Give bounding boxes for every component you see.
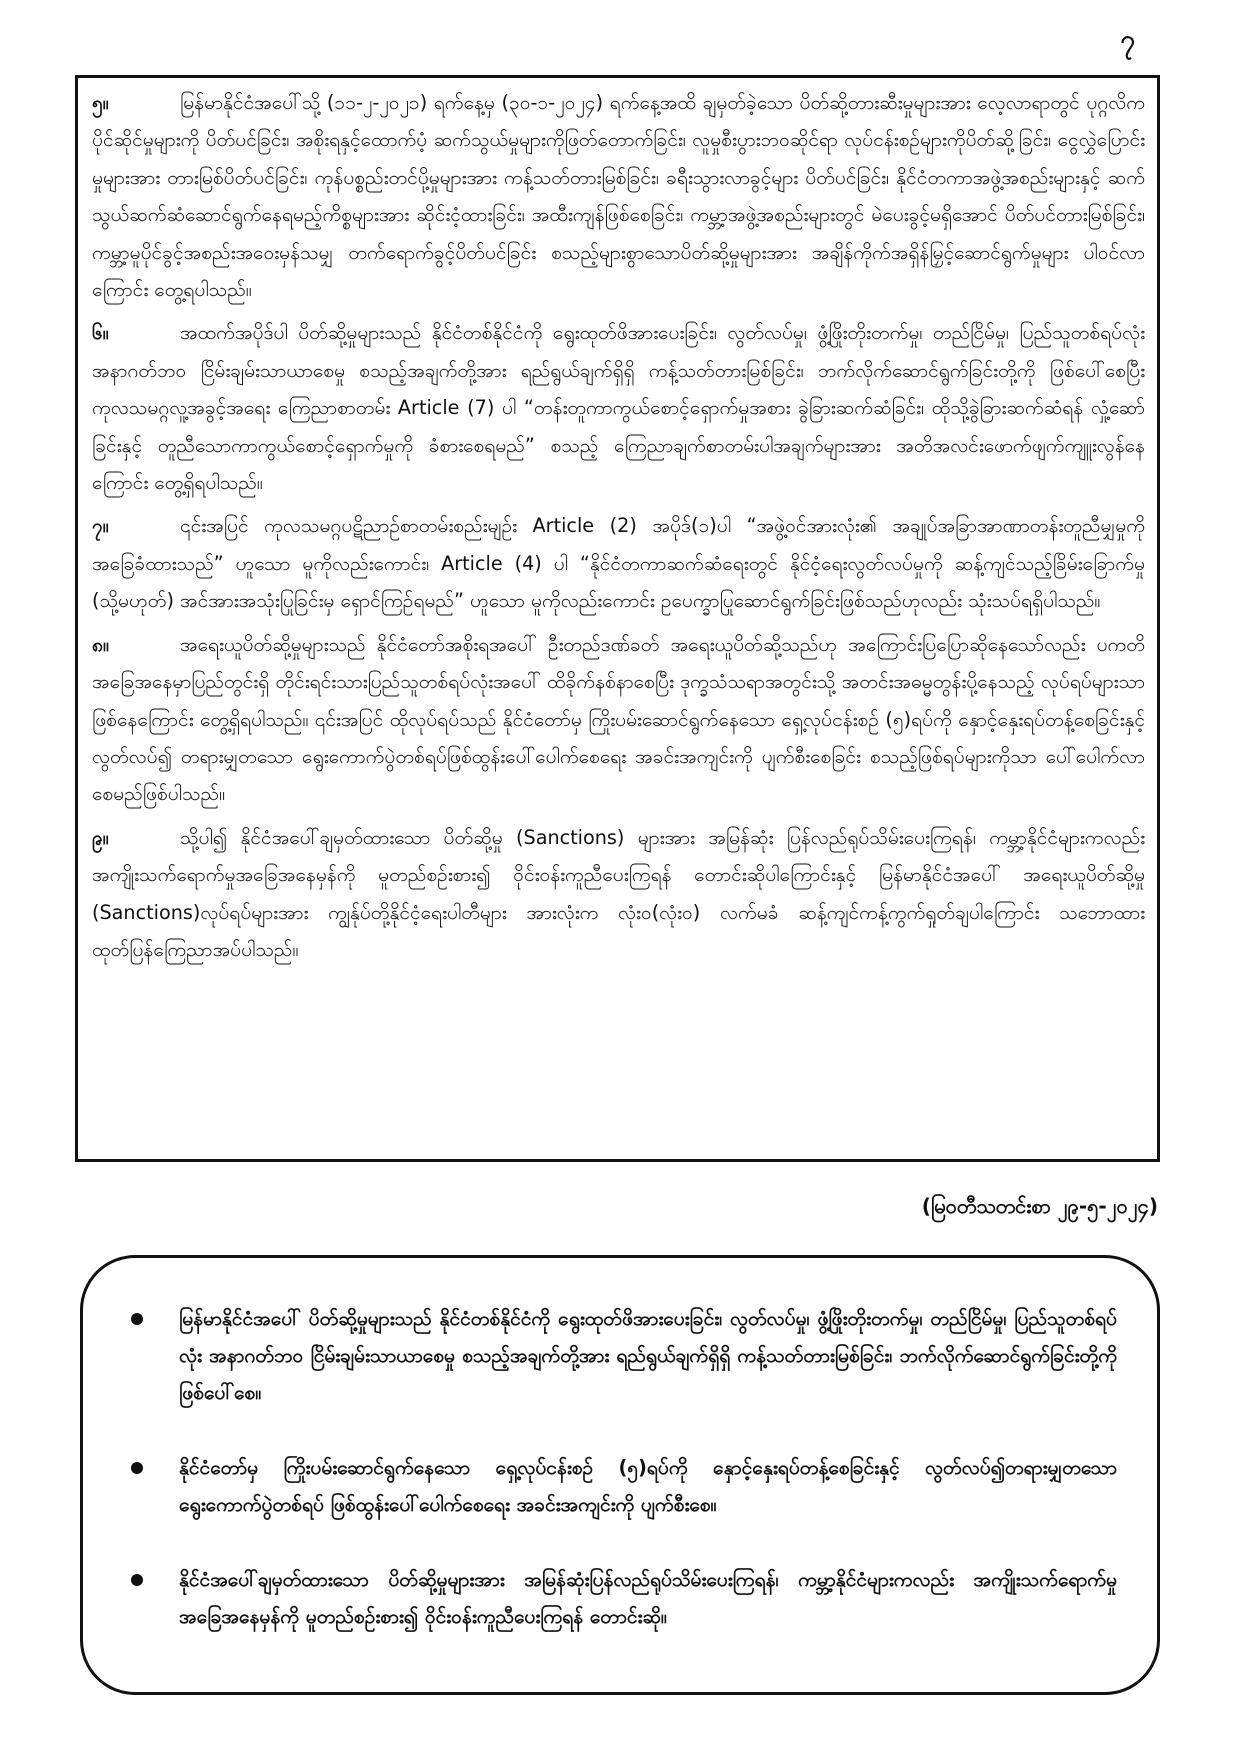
summary-bullet bbox=[131, 1300, 1117, 1411]
paragraph-number: ၅။ bbox=[92, 91, 109, 114]
paragraph-text: မြန်မာနိုင်ငံအပေါ်သို့ (၁၁-၂-၂၀၂၁) ရက်နေ့မှ (၃၀-၁-၂၀၂၄) ရက်နေ့အထိ ချမှတ်ခဲ့သော ပိတ်ဆို့တားဆီးမှုများအား လေ့လာရာတွင် ပုဂ္ဂလိကပိုင်ဆိုင်မှုများကို ပိတ်ပင်ခြင်း၊ အစိုးရနှင့်ထောက်ပံ့ ဆက်သွယ်မှုများကိုဖြတ်တောက်ခြင်း၊ လူမှုစီးပွားဘဝဆိုင်ရာ လုပ်ငန်းစဉ်များကိုပိတ်ဆို့ခြင်း၊ ငွေလွှဲပြောင်းမှုများအား တားမြစ်ပိတ်ပင်ခြင်း၊ ကုန်ပစ္စည်းတင်ပို့မှုများအား ကန့်သတ်တားမြစ်ခြင်း၊ ခရီးသွားလာခွင့်များ ပိတ်ပင်ခြင်း၊ နိုင်ငံတကာအဖွဲ့အစည်းများနှင့် ဆက်သွယ်ဆက်ဆံဆောင်ရွက်နေရမည့်ကိစ္စများအား ဆိုင်းငံ့ထားခြင်း၊ အထီးကျန်ဖြစ်စေခြင်း၊ ကမ္ဘာ့အဖွဲ့အစည်းများတွင် မဲပေးခွင့်မရှိအောင် ပိတ်ပင်တားမြစ်ခြင်း၊ ကမ္ဘာ့မူပိုင်ခွင့်အစည်းအဝေးမှန်သမျှ တက်ရောက်ခွင့်ပိတ်ပင်ခြင်း စသည့်များစွာသောပိတ်ဆို့မှုများအား အချိန်ကိုက်အရှိန်မြှင့်ဆောင်ရွက်မှုများ ပါဝင်လာကြောင်း တွေ့ရပါသည်။ bbox=[92, 91, 1145, 302]
summary-text: မြန်မာနိုင်ငံအပေါ် ပိတ်ဆို့မှုများသည် နိုင်ငံတစ်နိုင်ငံကို ရွေးထုတ်ဖိအားပေးခြင်း၊ လွတ်လပ်မှု၊ ဖွံ့ဖြိုးတိုးတက်မှု၊ တည်ငြိမ်မှု၊ ပြည်သူတစ်ရပ်လုံး အနာဂတ်ဘဝ ငြိမ်းချမ်းသာယာစေမှု စသည့်အချက်တို့အား ရည်ရွယ်ချက်ရှိရှိ ကန့်သတ်တားမြစ်ခြင်း၊ ဘက်လိုက်ဆောင်ရွက်ခြင်းတို့ကို ဖြစ်ပေါ်စေ။ bbox=[179, 1307, 1117, 1404]
paragraph-8 bbox=[92, 626, 1145, 813]
paragraph-number: ၈။ bbox=[92, 632, 109, 656]
paragraph-9 bbox=[92, 819, 1145, 969]
paragraph-text: ၎င်းအပြင် ကုလသမဂ္ဂပဋိညာဉ်စာတမ်းစည်းမျဉ်း Article (2) အပိုဒ်(၁)ပါ “အဖွဲ့ဝင်အားလုံး၏ အချုပ်အခြာအာဏာတန်းတူညီမျှမှုကို အခြေခံထားသည်” ဟူသော မူကိုလည်းကောင်း၊ Article (4) ပါ “နိုင်ငံတကာဆက်ဆံရေးတွင် နိုင်ငံ့ရေးလွတ်လပ်မှုကို ဆန့်ကျင်သည့်ခြိမ်းခြောက်မှု (သို့မဟုတ်) အင်အားအသုံးပြုခြင်းမှ ရှောင်ကြဉ်ရမည်” ဟူသော မူကိုလည်းကောင်း ဥပေက္ခာပြုဆောင်ရွက်ခြင်းဖြစ်သည်ဟုလည်း သုံးသပ်ရရှိပါသည်။ bbox=[92, 514, 1145, 613]
paragraph-number: ၆။ bbox=[92, 321, 109, 345]
paragraph-6 bbox=[92, 314, 1145, 501]
paragraph-text: သို့ပါ၍ နိုင်ငံအပေါ်ချမှတ်ထားသော ပိတ်ဆို့မှု (Sanctions) များအား အမြန်ဆုံး ပြန်လည်ရုပ်သိမ်းပေးကြရန်၊ ကမ္ဘာ့နိုင်ငံများကလည်း အကျိုးသက်ရောက်မှုအခြေအနေမှန်ကို မူတည်စဉ်းစား၍ ဝိုင်းဝန်းကူညီပေးကြရန် တောင်းဆိုပါကြောင်းနှင့် မြန်မာနိုင်ငံအပေါ် အရေးယူပိတ်ဆို့မှု (Sanctions)လုပ်ရပ်များအား ကျွန်ုပ်တို့နိုင်ငံ့ရေးပါတီများ အားလုံးက လုံးဝ(လုံးဝ) လက်မခံ ဆန့်ကျင်ကန့်ကွက်ရှုတ်ချပါကြောင်း သဘောထားထုတ်ပြန်ကြေညာအပ်ပါသည်။ bbox=[92, 825, 1145, 961]
summary-text: နိုင်ငံအပေါ်ချမှတ်ထားသော ပိတ်ဆို့မှုများအား အမြန်ဆုံးပြန်လည်ရုပ်သိမ်းပေးကြရန်၊ ကမ္ဘာ့နိုင်ငံများကလည်း အကျိုးသက်ရောက်မှုအခြေအနေမှန်ကို မူတည်စဉ်းစား၍ ဝိုင်းဝန်းကူညီပေးကြရန် တောင်းဆို။ bbox=[179, 1568, 1117, 1628]
paragraph-text: အထက်အပိုဒ်ပါ ပိတ်ဆို့မှုများသည် နိုင်ငံတစ်နိုင်ငံကို ရွေးထုတ်ဖိအားပေးခြင်း၊ လွတ်လပ်မှု၊ ဖွံ့ဖြိုးတိုးတက်မှု၊ တည်ငြိမ်မှု၊ ပြည်သူတစ်ရပ်လုံး အနာဂတ်ဘဝ ငြိမ်းချမ်းသာယာစေမှု စသည့်အချက်တို့အား ရည်ရွယ်ချက်ရှိရှိ ကန့်သတ်တားမြစ်ခြင်း၊ ဘက်လိုက်ဆောင်ရွက်ခြင်းတို့ကို ဖြစ်ပေါ်စေပြီး ကုလသမဂ္ဂလူ့အခွင့်အရေး ကြေညာစာတမ်း Article (7) ပါ “တန်းတူကာကွယ်စောင့်ရှောက်မှုအစား ခွဲခြားဆက်ဆံခြင်း၊ ထိုသို့ခွဲခြားဆက်ဆံရန် လှုံ့ဆော်ခြင်းနှင့် တူညီသောကာကွယ်စောင့်ရှောက်မှုကို ခံစားစေရမည်” စသည့် ကြေညာချက်စာတမ်းပါအချက်များအား အတိအလင်းဖောက်ဖျက်ကျူးလွန်နေကြောင်း တွေ့ရှိရပါသည်။ bbox=[92, 321, 1145, 495]
bullet-dot-icon bbox=[131, 1313, 143, 1325]
paragraph-5 bbox=[92, 84, 1145, 308]
summary-bullet bbox=[131, 1449, 1117, 1523]
paragraph-number: ၇။ bbox=[92, 514, 109, 538]
summary-box bbox=[80, 1255, 1160, 1695]
summary-bullet bbox=[131, 1561, 1117, 1635]
main-text-box bbox=[75, 75, 1160, 1162]
summary-text: နိုင်ငံတော်မှ ကြိုးပမ်းဆောင်ရွက်နေသော ရှေ့လုပ်ငန်းစဉ် (၅)ရပ်ကို နှောင့်နှေးရပ်တန့်စေခြင်းနှင့် လွတ်လပ်၍တရားမျှတသော ရွေးကောက်ပွဲတစ်ရပ် ဖြစ်ထွန်းပေါ်ပေါက်စေရေး အခင်းအကျင်းကို ပျက်စီးစေ။ bbox=[179, 1456, 1117, 1516]
source-citation: (မြဝတီသတင်းစာ ၂၉-၅-၂၀၂၄) bbox=[921, 1194, 1158, 1218]
bullet-dot-icon bbox=[131, 1462, 143, 1474]
page-number: ၇ bbox=[1120, 25, 1135, 55]
paragraph-number: ၉။ bbox=[92, 825, 109, 849]
bullet-dot-icon bbox=[131, 1574, 143, 1586]
paragraph-text: အရေးယူပိတ်ဆို့မှုများသည် နိုင်ငံတော်အစိုးရအပေါ် ဦးတည်ဒဏ်ခတ် အရေးယူပိတ်ဆို့သည်ဟု အကြောင်းပြပြောဆိုနေသော်လည်း ပကတိအခြေအနေမှာပြည်တွင်းရှိ တိုင်းရင်းသားပြည်သူတစ်ရပ်လုံးအပေါ် ထိခိုက်နစ်နာစေပြီး ဒုက္ခသံသရာအတွင်းသို့ အတင်းအဓမ္မတွန်းပို့နေသည့် လုပ်ရပ်များသာဖြစ်နေကြောင်း တွေ့ရှိရပါသည်။ ၎င်းအပြင် ထိုလုပ်ရပ်သည် နိုင်ငံတော်မှ ကြိုးပမ်းဆောင်ရွက်နေသော ရှေ့လုပ်ငန်းစဉ် (၅)ရပ်ကို နှောင့်နှေးရပ်တန့်စေခြင်းနှင့်လွတ်လပ်၍ တရားမျှတသော ရွေးကောက်ပွဲတစ်ရပ်ဖြစ်ထွန်းပေါ်ပေါက်စေရေး အခင်းအကျင်းကို ပျက်စီးစေခြင်း စသည့်ဖြစ်ရပ်များကိုသာ ပေါ်ပေါက်လာစေမည်ဖြစ်ပါသည်။ bbox=[92, 632, 1145, 806]
paragraph-7 bbox=[92, 507, 1145, 619]
